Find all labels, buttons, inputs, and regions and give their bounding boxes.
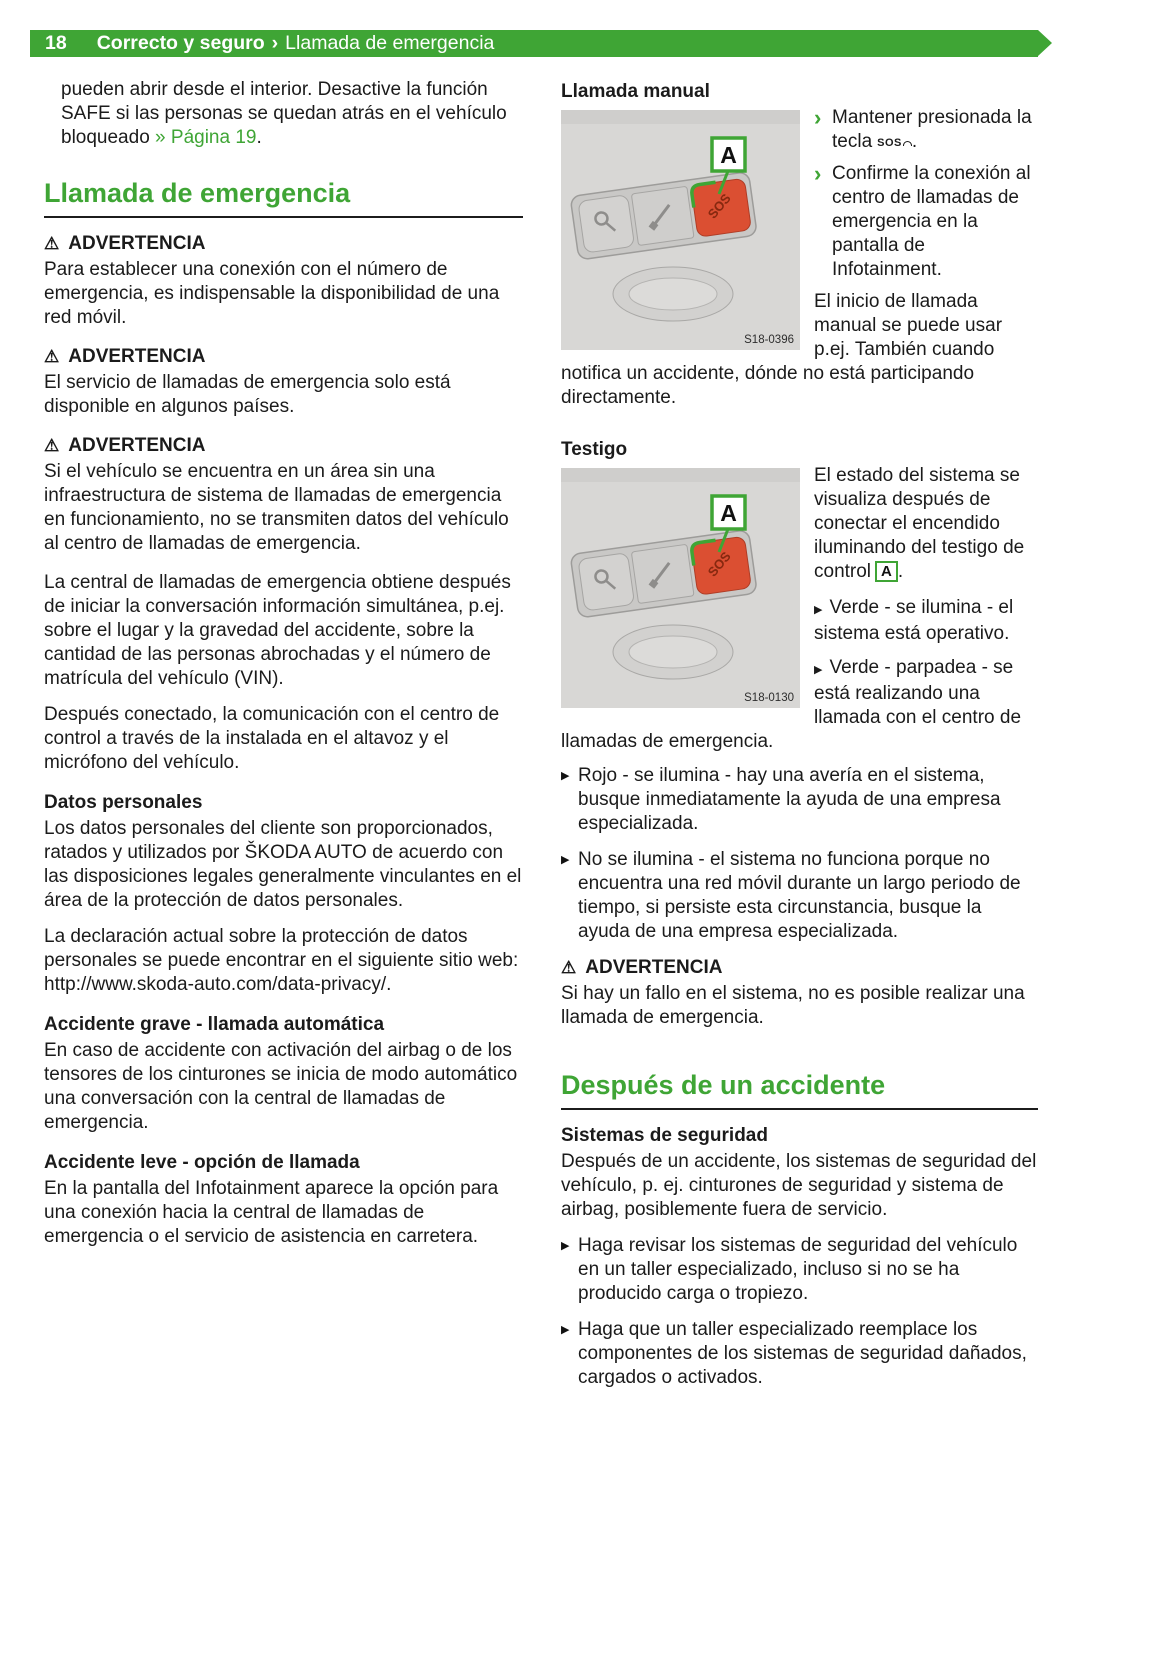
sos-button-label: SOS xyxy=(704,190,734,222)
action-text: Confirme la conexión al centro de llamadas de emergencia en la pantalla de Infotainment. xyxy=(832,163,1031,280)
right-column xyxy=(561,78,1038,1402)
manual-call-figure-block xyxy=(561,106,1038,422)
body-paragraph: La central de llamadas de emergencia obtiene después de iniciar la conversación información simultánea, p.ej. sobre el lugar y la gravedad del accidente, sobre la cantidad de las personas abrochadas y el número de matrícula del vehículo (VIN). xyxy=(44,572,511,689)
intro-text-end: . xyxy=(256,127,262,148)
warning-label: ADVERTENCIA xyxy=(585,957,723,978)
warning-text: Si el vehículo se encuentra en un área sin una infraestructura de sistema de llamadas de emergencia en funcionamiento, no se transmiten datos del vehículo al centro de llamadas de emergencia. xyxy=(44,461,509,554)
roof-console-photo-1 xyxy=(561,110,800,350)
warning-text: Para establecer una conexión con el número de emergencia, es indispensable la disponibilidad de una red móvil. xyxy=(44,259,500,328)
intro-paragraph xyxy=(44,78,523,150)
roof-console-illustration xyxy=(561,110,800,350)
band-arrow-icon xyxy=(1038,30,1052,56)
body-paragraph: En caso de accidente con activación del airbag o de los tensores de los cinturones se inicia de modo automático una conversación con la central de llamadas de emergencia. xyxy=(44,1040,518,1133)
callout-a-letter: A xyxy=(720,500,737,526)
warning-block xyxy=(44,434,523,556)
warning-triangle-icon: ⚠ xyxy=(44,234,60,253)
warning-label: ADVERTENCIA xyxy=(68,435,206,456)
triangle-bullet-icon: ▶ xyxy=(561,854,570,866)
warning-label: ADVERTENCIA xyxy=(68,233,206,254)
page-header-band xyxy=(30,30,1038,57)
subheading-safety-systems: Sistemas de seguridad xyxy=(561,1125,768,1146)
body-paragraph: Después conectado, la comunicación con el centro de control a través de la instalada en el altavoz y el micrófono del vehículo. xyxy=(44,704,500,773)
witness-paragraph: El estado del sistema se visualiza después de conectar el encendido iluminando del testigo de control A . xyxy=(814,465,1025,582)
body-paragraph: El inicio de llamada manual se puede usar p.ej. También cuando notifica un accidente, dónde no está participando directamente. xyxy=(561,291,1003,408)
subheading-personal-data: Datos personales xyxy=(44,792,203,813)
status-item: ▶ Verde - se ilumina - el sistema está operativo. xyxy=(814,597,1014,644)
sos-button-label: SOS xyxy=(704,548,734,580)
status-item: ▶ No se ilumina - el sistema no funciona porque no encuentra una red móvil durante un largo periodo de tiempo, si persiste esta circunstancia, busque la ayuda de una empresa especializada. xyxy=(561,849,1021,942)
body-paragraph: En la pantalla del Infotainment aparece la opción para una conexión hacia la central de llamadas de emergencia o el servicio de asistencia en carretera. xyxy=(44,1178,499,1247)
triangle-bullet-icon: ▶ xyxy=(561,1324,570,1336)
instruction-item: ▶ Haga revisar los sistemas de seguridad del vehículo en un taller especializado, incluso si no se ha producido carga o tropiezo. xyxy=(561,1235,1018,1304)
breadcrumb-page: Llamada de emergencia xyxy=(285,32,495,54)
subheading-minor-accident: Accidente leve - opción de llamada xyxy=(44,1152,360,1173)
witness-figure-block xyxy=(561,464,1038,764)
body-paragraph: Los datos personales del cliente son proporcionados, ratados y utilizados por ŠKODA AUTO de acuerdo con las disposiciones legales generalmente vinculantes en el área de la protección de datos personales. xyxy=(44,818,522,911)
figure-caption: S18-0130 xyxy=(744,692,794,704)
warning-block xyxy=(561,956,1038,1030)
warning-triangle-icon: ⚠ xyxy=(561,958,577,977)
warning-triangle-icon: ⚠ xyxy=(44,347,60,366)
body-paragraph: Después de un accidente, los sistemas de seguridad del vehículo, p. ej. cinturones de seguridad y sistema de airbag, posiblemente fuera de servicio. xyxy=(561,1151,1037,1220)
breadcrumb-separator: › xyxy=(271,32,279,54)
body-paragraph-with-url: La declaración actual sobre la protección de datos personales se puede encontrar en el siguiente sitio web: http://www.skoda-auto.com/data-privacy/. xyxy=(44,926,519,995)
action-item: › Mantener presionada la tecla SOS . xyxy=(814,105,1032,152)
instruction-item: ▶ Haga que un taller especializado reemplace los componentes de los sistemas de seguridad dañados, cargados o activados. xyxy=(561,1319,1027,1388)
status-item: ▶ Rojo - se ilumina - hay una avería en el sistema, busque inmediatamente la ayuda de una empresa especializada. xyxy=(561,765,1001,834)
section-title-emergency-call: Llamada de emergencia xyxy=(44,178,523,218)
sos-key-icon: SOS xyxy=(877,137,912,150)
warning-text: El servicio de llamadas de emergencia solo está disponible en algunos países. xyxy=(44,372,451,417)
warning-block xyxy=(44,345,523,419)
warning-block xyxy=(44,232,523,330)
roof-console-photo-2 xyxy=(561,468,800,708)
chevron-bullet-icon: › xyxy=(814,105,822,130)
warning-label: ADVERTENCIA xyxy=(68,346,206,367)
intro-text: pueden abrir desde el interior. Desactive la función SAFE si las personas se quedan atrás en el vehículo bloqueado xyxy=(61,79,507,148)
section-title-after-accident: Después de un accidente xyxy=(561,1070,1038,1110)
subheading-manual-call: Llamada manual xyxy=(561,81,710,102)
subheading-severe-accident: Accidente grave - llamada automática xyxy=(44,1014,385,1035)
status-item: ▶ Verde - parpadea - se está realizando una llamada con el centro de llamadas de emergencia. xyxy=(561,657,1022,752)
callout-a-letter: A xyxy=(720,142,737,168)
triangle-bullet-icon: ▶ xyxy=(561,1240,570,1252)
warning-triangle-icon: ⚠ xyxy=(44,436,60,455)
page-reference-link[interactable]: » Página 19 xyxy=(155,127,257,148)
chevron-bullet-icon: › xyxy=(814,161,822,186)
subheading-witness-lamp: Testigo xyxy=(561,439,628,460)
roof-console-illustration xyxy=(561,468,800,708)
triangle-bullet-icon: ▶ xyxy=(814,604,823,616)
indicator-a-badge: A xyxy=(875,561,898,582)
page-number: 18 xyxy=(45,32,67,54)
action-item xyxy=(814,162,1038,282)
figure-caption: S18-0396 xyxy=(744,334,794,346)
action-text: Mantener presionada la tecla xyxy=(832,107,1032,152)
left-column xyxy=(44,78,523,1261)
triangle-bullet-icon: ▶ xyxy=(814,664,823,676)
warning-text: Si hay un fallo en el sistema, no es posible realizar una llamada de emergencia. xyxy=(561,983,1025,1028)
triangle-bullet-icon: ▶ xyxy=(561,770,570,782)
breadcrumb-section: Correcto y seguro xyxy=(96,32,265,54)
